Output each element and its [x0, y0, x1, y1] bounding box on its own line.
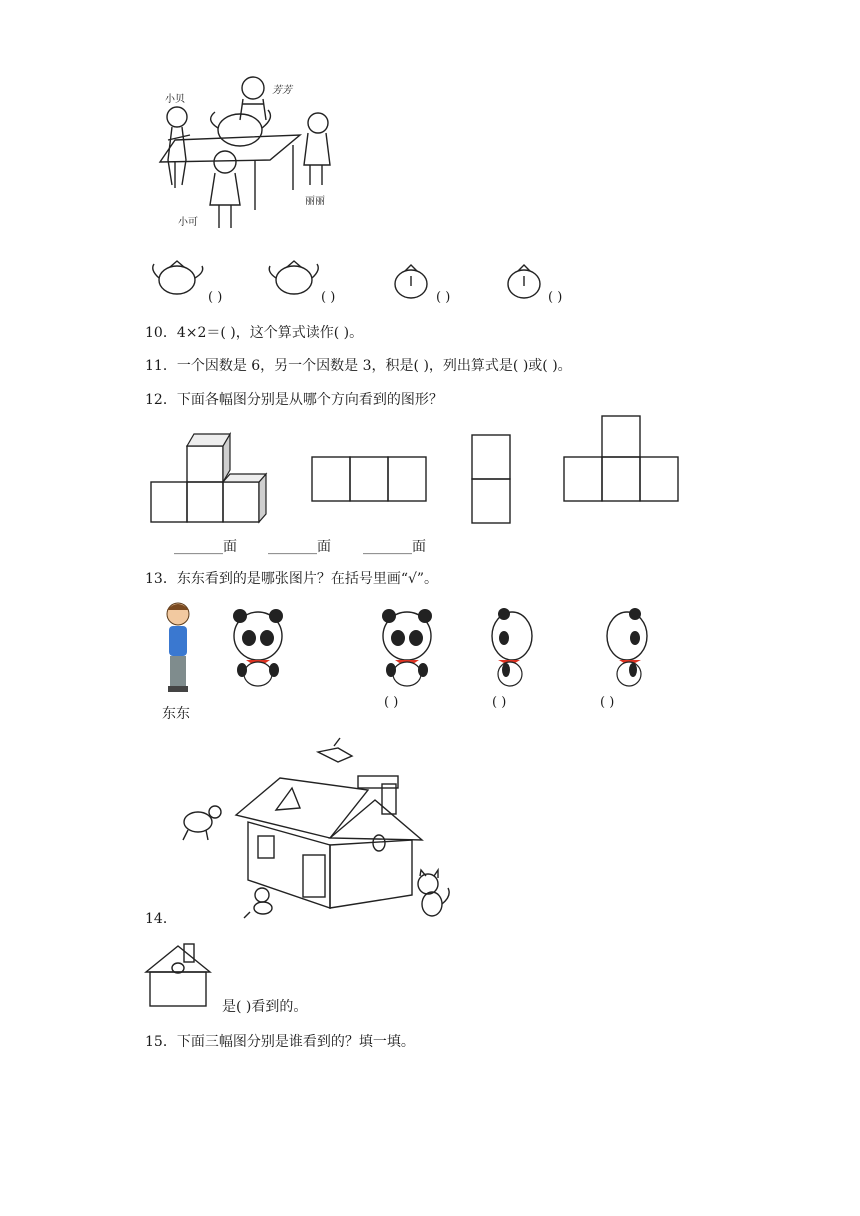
q14-answer[interactable]: 是( )看到的。 — [222, 999, 308, 1015]
panda-answer-2[interactable]: ( ) — [492, 695, 507, 710]
name-fangfang: 芳芳 — [272, 85, 292, 96]
panda-answer-3[interactable]: ( ) — [600, 695, 615, 710]
dongdong-label: 东东 — [162, 706, 190, 722]
name-xiaobei: 小贝 — [165, 94, 185, 105]
question-13: 13．东东看到的是哪张图片？在括号里画“√”。 — [145, 571, 439, 587]
question-12: 12．下面各幅图分别是从哪个方向看到的图形？ — [145, 392, 443, 408]
question-10: 10．4×2＝( )，这个算式读作( )。 — [145, 325, 364, 341]
q12-blank-3[interactable]: _______面 — [363, 539, 426, 555]
q12-blank-1[interactable]: _______面 — [174, 539, 237, 555]
question-15: 15．下面三幅图分别是谁看到的？填一填。 — [145, 1034, 415, 1050]
teapot-answer-4[interactable]: ( ) — [548, 290, 563, 305]
panda-answer-1[interactable]: ( ) — [384, 695, 399, 710]
q12-blank-2[interactable]: _______面 — [268, 539, 331, 555]
name-xiaoke: 小可 — [178, 217, 198, 228]
name-lili: 丽丽 — [305, 196, 325, 207]
question-14-number: 14． — [145, 911, 177, 927]
teapot-answer-2[interactable]: ( ) — [321, 290, 336, 305]
house-front-view — [144, 940, 224, 1010]
question-11: 11．一个因数是 6，另一个因数是 3，积是( )，列出算式是( )或( )。 — [145, 358, 572, 374]
teapot-answer-1[interactable]: ( ) — [208, 290, 223, 305]
teapot-answer-3[interactable]: ( ) — [436, 290, 451, 305]
